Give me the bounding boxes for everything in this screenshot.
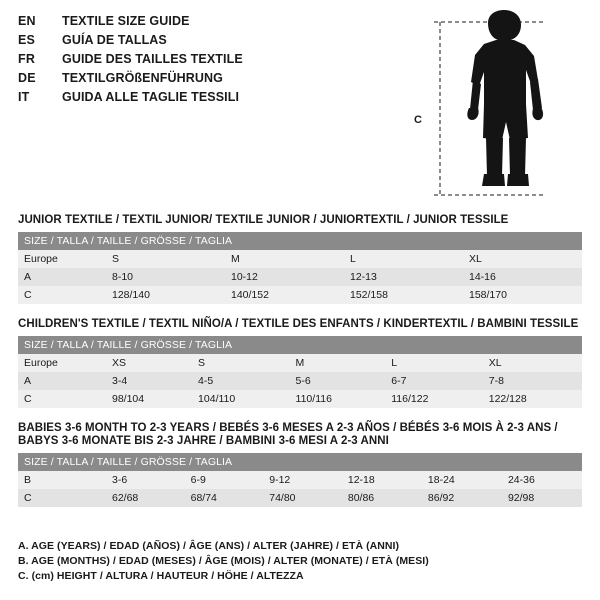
cell: 68/74 [185,489,264,507]
table-header-row [18,336,582,354]
table-row [18,489,582,507]
junior-size-table [18,232,582,304]
row-label: Europe [18,250,106,268]
language-code-it: IT [18,90,30,104]
size-header-label: SIZE / TALLA / TAILLE / GRÖSSE / TAGLIA [18,453,582,471]
section-babies-textile [18,422,582,507]
cell: 86/92 [422,489,502,507]
table-row [18,354,582,372]
legend-line-a: A. AGE (YEARS) / EDAD (AÑOS) / ÂGE (ANS) / ALTER (JAHRE) / ETÀ (ANNI) [18,540,400,552]
cell: 14-16 [463,268,582,286]
cell: 5-6 [290,372,386,390]
cell: 110/116 [290,390,386,408]
size-header-label: SIZE / TALLA / TAILLE / GRÖSSE / TAGLIA [18,232,582,250]
cell: 12-18 [342,471,422,489]
table-row [18,286,582,304]
cell: 18-24 [422,471,502,489]
header-row [18,14,438,33]
cell: L [385,354,482,372]
children-size-table [18,336,582,408]
header-row [18,33,438,52]
size-header-label: SIZE / TALLA / TAILLE / GRÖSSE / TAGLIA [18,336,582,354]
cell: 116/122 [385,390,482,408]
row-label: C [18,489,106,507]
legend-line-b: B. AGE (MONTHS) / EDAD (MESES) / ÂGE (MOIS) / ALTER (MONATE) / ETÀ (MESI) [18,555,429,567]
cell: 7-8 [483,372,582,390]
cell: M [225,250,344,268]
cell: 3-6 [106,471,185,489]
cell: S [192,354,289,372]
legend-block [18,539,582,584]
section-title: BABIES 3-6 MONTH TO 2-3 YEARS / BEBÉS 3-6 MESES A 2-3 AÑOS / BÉBÉS 3-6 MOIS À 2-3 ANS / BABYS 3-6 MONATE BIS 2-3 JAHRE / BAMBINI 3-6 MESI A 2-3 ANNI [18,422,558,447]
cell: 9-12 [263,471,342,489]
row-label: A [18,372,106,390]
cell: S [106,250,225,268]
row-label: C [18,286,106,304]
language-code-en: EN [18,14,36,28]
row-label: Europe [18,354,106,372]
header-title-en: TEXTILE SIZE GUIDE [62,14,190,28]
table-header-row [18,232,582,250]
header-row [18,71,438,90]
cell: 62/68 [106,489,185,507]
language-code-de: DE [18,71,36,85]
cell: 158/170 [463,286,582,304]
row-label: A [18,268,106,286]
cell: 74/80 [263,489,342,507]
section-title: CHILDREN'S TEXTILE / TEXTIL NIÑO/A / TEXTILE DES ENFANTS / KINDERTEXTIL / BAMBINI TESSILE [18,318,579,330]
section-childrens-textile [18,318,582,408]
table-row [18,390,582,408]
babies-size-table [18,453,582,507]
table-row [18,250,582,268]
figure-height-label: C [414,114,422,126]
legend-line-c: C. (cm) HEIGHT / ALTURA / HAUTEUR / HÖHE / ALTEZZA [18,570,304,582]
cell: 10-12 [225,268,344,286]
section-title: JUNIOR TEXTILE / TEXTIL JUNIOR/ TEXTILE JUNIOR / JUNIORTEXTIL / JUNIOR TESSILE [18,214,509,226]
row-label: B [18,471,106,489]
header-title-de: TEXTILGRÖßENFÜHRUNG [62,71,223,85]
table-row [18,372,582,390]
cell: XL [463,250,582,268]
cell: 6-7 [385,372,482,390]
cell: 80/86 [342,489,422,507]
cell: 3-4 [106,372,192,390]
cell: 152/158 [344,286,463,304]
cell: XS [106,354,192,372]
header-row [18,90,438,109]
row-label: C [18,390,106,408]
cell: 4-5 [192,372,289,390]
cell: 8-10 [106,268,225,286]
section-junior-textile [18,214,582,304]
cell: 24-36 [502,471,582,489]
cell: L [344,250,463,268]
child-silhouette-figure [414,10,576,200]
cell: 92/98 [502,489,582,507]
cell: XL [483,354,582,372]
table-row [18,471,582,489]
cell: 128/140 [106,286,225,304]
header-title-fr: GUIDE DES TAILLES TEXTILE [62,52,243,66]
cell: 140/152 [225,286,344,304]
header-language-block [18,14,438,109]
header-title-it: GUIDA ALLE TAGLIE TESSILI [62,90,240,104]
header-row [18,52,438,71]
child-silhouette-icon [426,10,576,200]
cell: M [290,354,386,372]
header-title-es: GUÍA DE TALLAS [62,33,167,47]
table-row [18,268,582,286]
cell: 6-9 [185,471,264,489]
language-code-es: ES [18,33,36,47]
language-code-fr: FR [18,52,36,66]
table-header-row [18,453,582,471]
cell: 12-13 [344,268,463,286]
cell: 122/128 [483,390,582,408]
cell: 104/110 [192,390,289,408]
cell: 98/104 [106,390,192,408]
